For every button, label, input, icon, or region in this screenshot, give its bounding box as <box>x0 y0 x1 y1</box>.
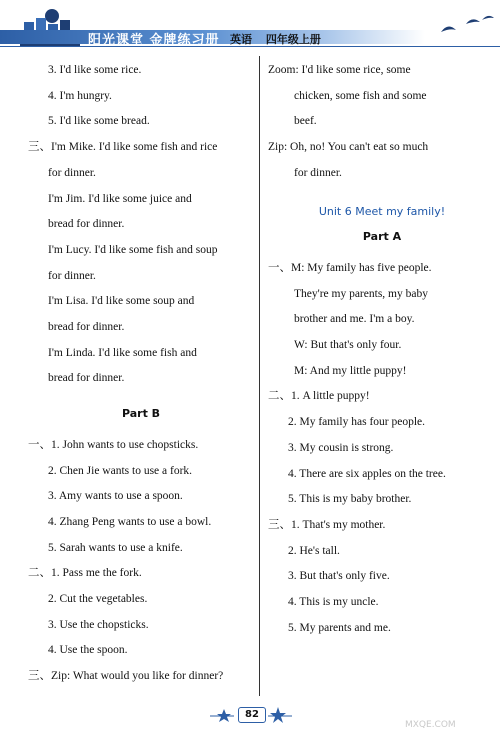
answer-line: 4. Use the spoon. <box>48 644 128 657</box>
answer-line: for dinner. <box>48 269 96 282</box>
section-label: 一、 <box>268 261 291 274</box>
header-subject: 英语 <box>230 33 252 46</box>
answer-line: bread for dinner. <box>48 321 125 334</box>
header-title: 阳光课堂 金牌练习册 <box>88 33 220 48</box>
answer-line: 三、Zip: What would you like for dinner? <box>28 670 224 683</box>
answer-line: 5. Sarah wants to use a knife. <box>48 541 183 554</box>
left-column <box>28 58 254 690</box>
page-footer <box>0 700 500 748</box>
unit-heading: Unit 6 Meet my family! <box>318 204 446 218</box>
answer-line: 3. But that's only five. <box>288 570 390 583</box>
answer-line: for dinner. <box>48 166 96 179</box>
section-label: 三、 <box>28 141 51 154</box>
watermark: MXQE.COM <box>405 720 456 730</box>
answer-line: I'm Lisa. I'd like some soup and <box>48 295 195 308</box>
answer-line: 3. I'd like some rice. <box>48 64 142 76</box>
section-label: 二、 <box>268 390 291 403</box>
header-subtitle <box>230 31 331 47</box>
answer-line: 一、M: My family has five people. <box>268 261 432 274</box>
answer-line: I'm Linda. I'd like some fish and <box>48 346 197 359</box>
answer-line: 3. Use the chopsticks. <box>48 618 149 631</box>
part-heading: Part A <box>362 230 402 244</box>
answer-line: 一、1. John wants to use chopsticks. <box>28 438 199 451</box>
page-header <box>0 0 500 52</box>
answer-line: They're my parents, my baby <box>294 287 428 300</box>
right-column <box>268 58 496 641</box>
answer-line: 4. Zhang Peng wants to use a bowl. <box>48 515 212 528</box>
answer-line: chicken, some fish and some <box>294 89 427 102</box>
answer-line: 4. There are six apples on the tree. <box>288 467 446 480</box>
answer-line: 二、1. Pass me the fork. <box>28 567 142 580</box>
part-heading: Part B <box>121 407 161 421</box>
answer-line: 2. He's tall. <box>288 544 340 557</box>
section-label: 三、 <box>28 670 51 683</box>
section-label: 二、 <box>28 567 51 580</box>
answer-line: 二、1. A little puppy! <box>268 390 370 403</box>
answer-line: brother and me. I'm a boy. <box>294 313 415 326</box>
answer-line: 2. My family has four people. <box>288 416 426 429</box>
section-label: 一、 <box>28 438 51 451</box>
answer-line: 5. I'd like some bread. <box>48 115 150 128</box>
section-label: 三、 <box>268 518 291 531</box>
answer-line: Zip: Oh, no! You can't eat so much <box>268 141 429 154</box>
birds-icon <box>436 10 496 40</box>
header-grade: 四年级上册 <box>265 33 321 46</box>
page-number: 82 <box>238 707 266 723</box>
column-divider <box>259 56 260 696</box>
answer-line: bread for dinner. <box>48 372 125 385</box>
answer-line: 4. I'm hungry. <box>48 89 112 102</box>
answer-line: I'm Jim. I'd like some juice and <box>48 192 192 205</box>
answer-line: 2. Chen Jie wants to use a fork. <box>48 464 193 477</box>
answer-line: 4. This is my uncle. <box>288 596 379 609</box>
answer-line: bread for dinner. <box>48 218 125 231</box>
answer-line: beef. <box>294 115 317 128</box>
answer-line: Zoom: I'd like some rice, some <box>268 64 411 76</box>
answer-line: 三、1. That's my mother. <box>268 518 386 531</box>
answer-line: W: But that's only four. <box>294 339 402 352</box>
answer-line: 5. My parents and me. <box>288 621 391 634</box>
answer-line: 3. My cousin is strong. <box>288 441 394 454</box>
answer-line: 2. Cut the vegetables. <box>48 593 148 606</box>
answer-line: 三、I'm Mike. I'd like some fish and rice <box>28 141 218 154</box>
answer-line: 5. This is my baby brother. <box>288 493 412 506</box>
answer-line: I'm Lucy. I'd like some fish and soup <box>48 243 218 256</box>
answer-line: 3. Amy wants to use a spoon. <box>48 490 183 503</box>
answer-line: M: And my little puppy! <box>294 364 407 377</box>
answer-line: for dinner. <box>294 166 342 179</box>
